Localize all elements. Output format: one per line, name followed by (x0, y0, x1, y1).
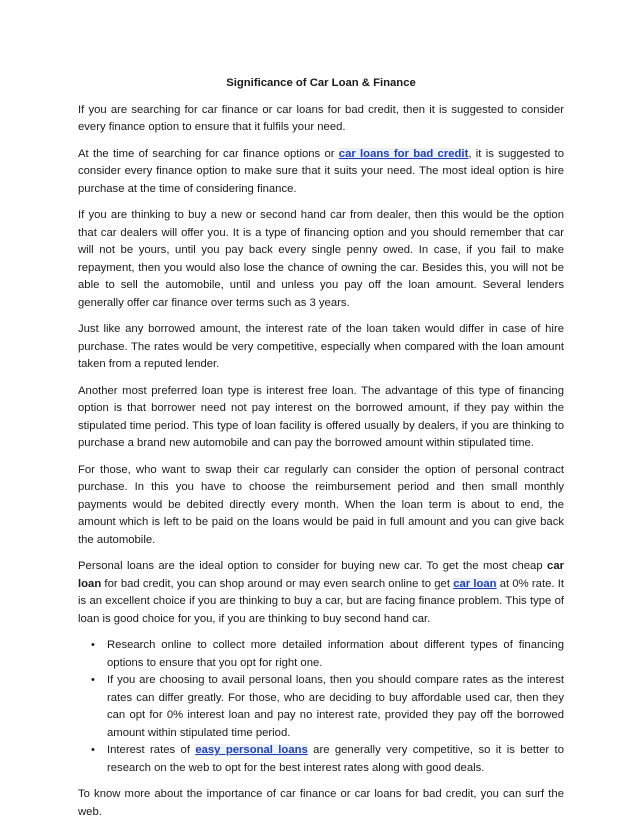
bullet-icon: • (91, 744, 95, 756)
paragraph-text: , it is suggested to consider every finance option to make sure that it suits your need. The most ideal option is hire purchase at the time of considering finance. (78, 147, 564, 195)
paragraph-conclusion: To know more about the importance of car finance or car loans for bad credit, you can surf the web. (78, 788, 564, 818)
list-item-text-part: Interest rates of (107, 744, 196, 756)
list-item (78, 742, 564, 777)
paragraph-text: Personal loans are the ideal option to consider for buying new car. To get the most cheap (78, 560, 548, 572)
list-item-text: Research online to collect more detailed information about different types of financing options to ensure that you opt for right one. (107, 639, 564, 669)
list-item (78, 672, 564, 742)
list-item-text: If you are choosing to avail personal loans, then you should compare rates as the interest rates can differ greatly. For those, who are deciding to buy affordable used car, then they can opt for 0% interest loan and pay no interest rate, provided they pay off the borrowed amount within stipulated time period. (107, 674, 564, 739)
bullet-icon: • (91, 639, 95, 651)
paragraph-interest-free-loan: Another most preferred loan type is interest free loan. The advantage of this type of financing option is that borrower need not pay interest on the borrowed amount, if they pay within the stipulated time period. This type of loan facility is offered usually by dealers, if you are thinking to purchase a brand new automobile and can pay the borrowed amount within stipulated time. (78, 384, 564, 449)
list-item-text (107, 744, 564, 774)
easy-personal-loans-link[interactable]: easy personal loans (195, 744, 308, 756)
document-page (78, 75, 564, 830)
list-item (78, 637, 564, 672)
paragraph-personal-contract: For those, who want to swap their car regularly can consider the option of personal contract purchase. In this you have to choose the reimbursement period and then small monthly payments would be debited directly every month. When the loan term is about to end, the amount which is left to be paid on the loans would be paid in full amount and you can give back the automobile. (78, 463, 564, 546)
paragraph-personal-loans (78, 558, 564, 628)
paragraph-intro: If you are searching for car finance or car loans for bad credit, then it is suggested to consider every finance option to ensure that it fulfils your need. (78, 103, 564, 133)
paragraph-text: for bad credit, you can shop around or may even search online to get (101, 577, 454, 590)
paragraph-finance-options (78, 146, 564, 199)
document-title: Significance of Car Loan & Finance (226, 77, 416, 89)
paragraph-text: at 0% rate. It is an excellent choice if you are thinking to buy a car, but are facing finance problem. This type of loan is good choice for you, if you are thinking to buy second hand car. (78, 577, 565, 625)
car-loans-bad-credit-link[interactable]: car loans for bad credit (338, 147, 469, 160)
list-item-text-part: are generally very competitive, so it is better to research on the web to opt for the best interest rates along with good deals. (107, 744, 564, 774)
tips-list (78, 637, 564, 777)
paragraph-text: At the time of searching for car finance options or (78, 147, 339, 160)
paragraph-dealer-finance: If you are thinking to buy a new or second hand car from dealer, then this would be the option that car dealers will offer you. It is a type of financing option and you should remember that car will not be yours, until you pay back every single penny owed. In case, if you fail to make repayment, then you would also lose the chance of owning the car. Besides this, you will not be able to sell the automobile, until and unless you pay off the loan amount. Several lenders generally offer car finance over terms such as 3 years. (78, 209, 564, 309)
bullet-icon: • (91, 674, 95, 686)
paragraph-interest-rate: Just like any borrowed amount, the interest rate of the loan taken would differ in case of hire purchase. The rates would be very competitive, especially when compared with the loan amount taken from a reputed lender. (78, 323, 564, 370)
car-loan-link[interactable]: car loan (453, 577, 497, 590)
bold-car-loan: car loan (78, 560, 564, 590)
